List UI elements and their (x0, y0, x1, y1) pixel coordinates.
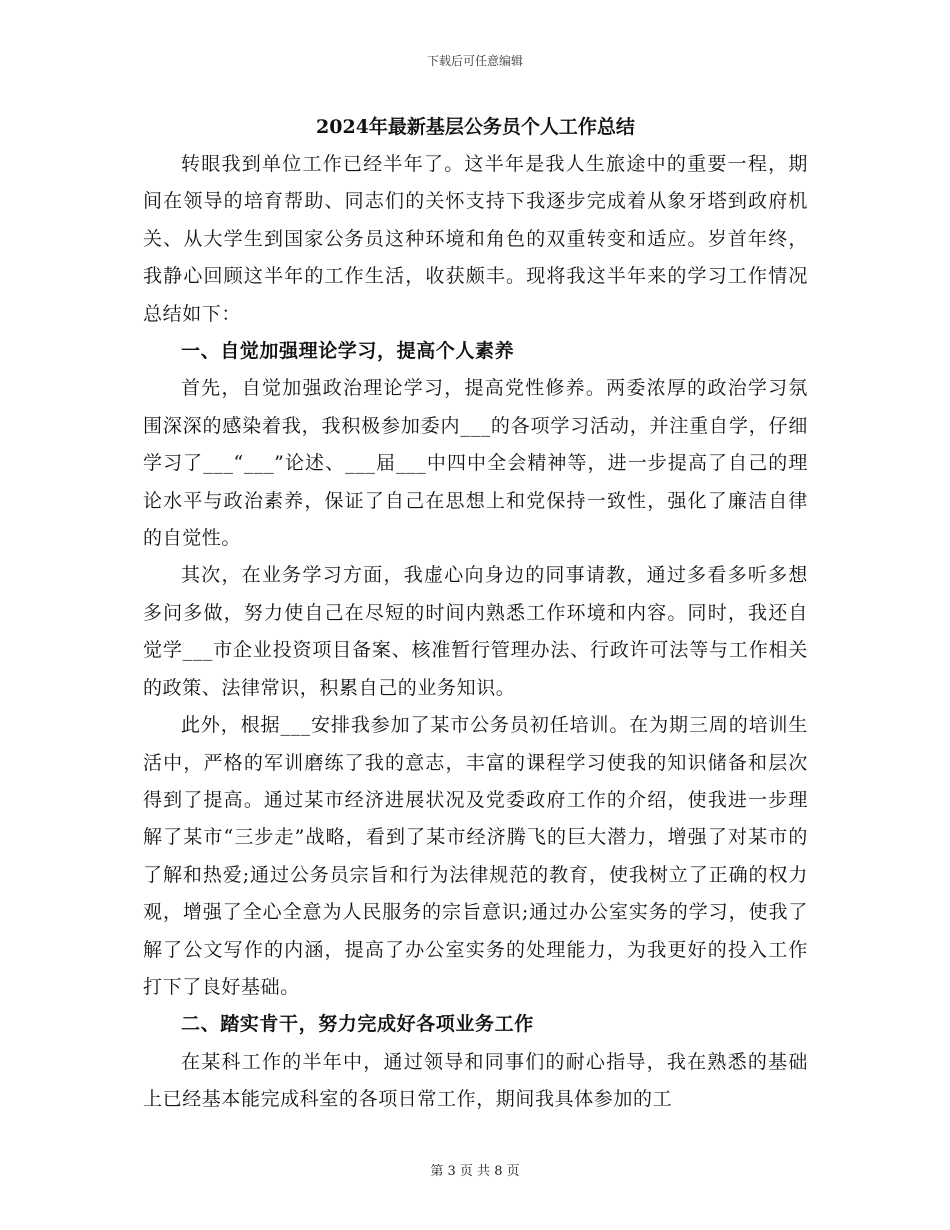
section-heading-1: 一、自觉加强理论学习，提高个人素养 (181, 340, 515, 363)
paragraph-intro: 转眼我到单位工作已经半年了。这半年是我人生旅途中的重要一程，期间在领导的培育帮助、同志们的关怀支持下我逐步完成着从象牙塔到政府机关、从大学生到国家公务员这种环境和角色的双重转变和适应。岁首年终，我静心回顾这半年的工作生活，收获颇丰。现将我这半年来的学习工作情况总结如下： (143, 153, 808, 325)
paragraph-training: 此外，根据___安排我参加了某市公务员初任培训。在为期三周的培训生活中，严格的军训磨练了我的意志，丰富的课程学习使我的知识储备和层次得到了提高。通过某市经济进展状况及党委政府工作的介绍，使我进一步理解了某市“三步走”战略，看到了某市经济腾飞的巨大潜力，增强了对某市的了解和热爱;通过公务员宗旨和行为法律规范的教育，使我树立了正确的权力观，增强了全心全意为人民服务的宗旨意识;通过办公室实务的学习，使我了解了公文写作的内涵，提高了办公室实务的处理能力，为我更好的投入工作打下了良好基础。 (143, 714, 808, 998)
page-number: 第 3 页 共 8 页 (430, 1164, 520, 1179)
document-title: 2024年最新基层公务员个人工作总结 (316, 116, 635, 138)
paragraph-political-study: 首先，自觉加强政治理论学习，提高党性修养。两委浓厚的政治学习氛围深深的感染着我，我积极参加委内___的各项学习活动，并注重自学，仔细学习了___“___”论述、___届___中四中全会精神等，进一步提高了自己的理论水平与政治素养，保证了自己在思想上和党保持一致性，强化了廉洁自律的自觉性。 (143, 377, 808, 550)
paragraph-work: 在某科工作的半年中，通过领导和同事们的耐心指导，我在熟悉的基础上已经基本能完成科室的各项日常工作，期间我具体参加的工 (143, 1050, 808, 1111)
document-body (143, 108, 808, 1119)
paragraph-business-study: 其次，在业务学习方面，我虚心向身边的同事请教，通过多看多听多想多问多做，努力使自己在尽短的时间内熟悉工作环境和内容。同时，我还自觉学___市企业投资项目备案、核准暂行管理办法、行政许可法等与工作相关的政策、法律常识，积累自己的业务知识。 (143, 564, 808, 699)
header-note: 下载后可任意编辑 (426, 54, 523, 68)
section-heading-2: 二、踏实肯干，努力完成好各项业务工作 (181, 1013, 534, 1036)
